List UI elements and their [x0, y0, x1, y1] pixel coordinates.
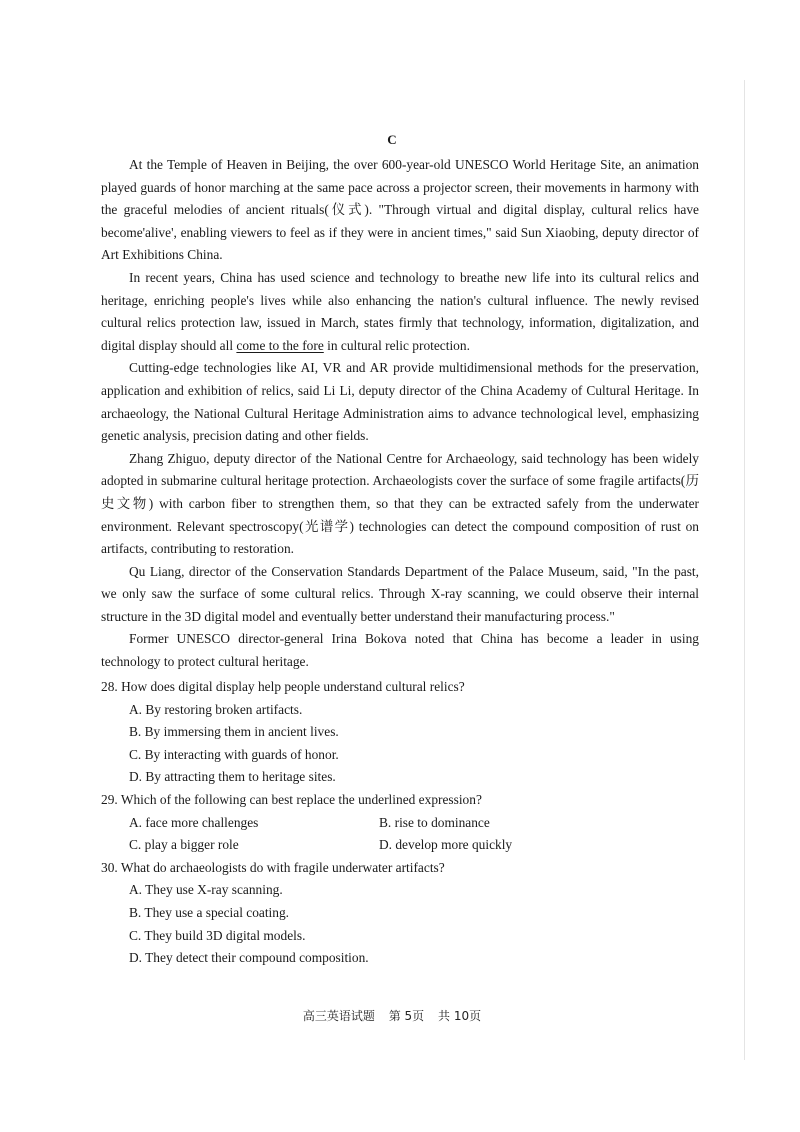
question-29 [101, 789, 699, 857]
option-b: B. They use a special coating. [129, 904, 290, 920]
passage-paragraph-2 [101, 267, 699, 357]
paragraph-2-text-start: In recent years, China has used science and technology to breathe new life into its cultural relics and heritage, enriching people's lives while also enhancing the nation's cultural influence. The newly revised cultural relics protection law, issued in March, states firmly that technology, information, digitalization, and digital display should all [101, 269, 699, 353]
total-pages: 共 10页 [438, 1009, 482, 1023]
option-d: D. They detect their compound composition. [129, 950, 369, 966]
passage-paragraph-4: Zhang Zhiguo, deputy director of the National Centre for Archaeology, said technology has been widely adopted in submarine cultural heritage protection. Archaeologists cover the surface of some fragile artifacts(历史文物) with carbon fiber to strengthen them, so that they can be extracted safely from the underwater environment. Relevant spectroscopy(光谱学) technologies can detect the compound composition of rust on artifacts, contributing to restoration. [101, 450, 699, 557]
question-stem: 29. Which of the following can best replace the underlined expression? [101, 791, 482, 807]
option-a: A. They use X-ray scanning. [129, 882, 283, 898]
option-c: C. By interacting with guards of honor. [129, 746, 339, 762]
option-row [101, 812, 699, 835]
option-b: B. By immersing them in ancient lives. [129, 724, 339, 740]
paragraph-2-text-end: in cultural relic protection. [327, 337, 470, 353]
reading-passage [101, 154, 699, 674]
underlined-expression: come to the fore [236, 337, 324, 353]
option-d: D. By attracting them to heritage sites. [129, 769, 336, 785]
exam-title: 高三英语试题 [302, 1009, 375, 1023]
page-number: 第 5页 [388, 1009, 425, 1023]
question-list [101, 676, 699, 970]
question-30 [101, 857, 699, 970]
option-a: A. By restoring broken artifacts. [129, 701, 303, 717]
option-d: D. develop more quickly [379, 837, 513, 853]
page-edge-divider [744, 80, 745, 1060]
passage-paragraph-3: Cutting-edge technologies like AI, VR and AR provide multidimensional methods for the preservation, application and exhibition of relics, said Li Li, deputy director of the China Academy of Cultural Heritage. In archaeology, the National Cultural Heritage Administration aims to advance technological level, emphasizing genetic analysis, precision dating and other fields. [101, 360, 699, 444]
passage-paragraph-6: Former UNESCO director-general Irina Bokova noted that China has become a leader in using technology to protect cultural heritage. [101, 631, 699, 670]
section-heading: C [387, 132, 397, 147]
page-footer [0, 1007, 784, 1024]
option-b: B. rise to dominance [379, 814, 490, 830]
option-row [101, 834, 699, 857]
option-c: C. play a bigger role [129, 837, 239, 853]
question-28 [101, 676, 699, 789]
question-stem: 30. What do archaeologists do with fragile underwater artifacts? [101, 859, 445, 875]
question-stem: 28. How does digital display help people understand cultural relics? [101, 679, 465, 694]
option-a: A. face more challenges [129, 814, 259, 830]
passage-paragraph-5: Qu Liang, director of the Conservation Standards Department of the Palace Museum, said, "In the past, we only saw the surface of some cultural relics. Through X-ray scanning, we could observe their internal structure in the 3D digital model and eventually better understand their manufacturing process." [101, 563, 699, 624]
passage-paragraph-1: At the Temple of Heaven in Beijing, the over 600-year-old UNESCO World Heritage Site, an animation played guards of honor marching at the same pace across a projector screen, their movements in harmony with the graceful melodies of ancient rituals(仪式). "Through virtual and digital display, cultural relics have become'alive', enabling viewers to feel as if they were in ancient times," said Sun Xiaobing, deputy director of Art Exhibitions China. [101, 157, 699, 263]
option-c: C. They build 3D digital models. [129, 927, 306, 943]
